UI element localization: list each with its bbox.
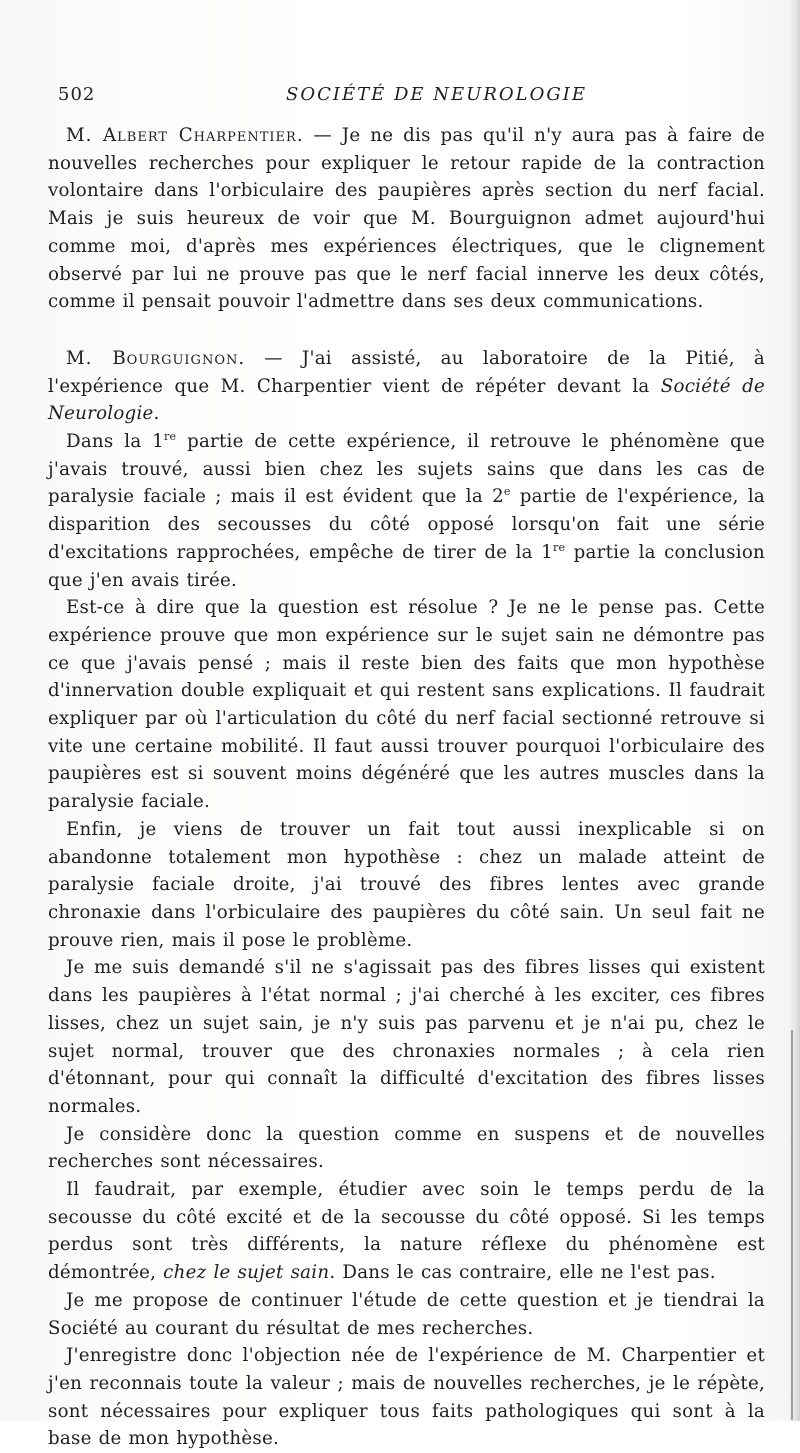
- page-edge-line: [791, 1030, 793, 1420]
- paragraph-continuer: Je me propose de continuer l'étude de cette question et je tiendrai la Société au courant du résultat de mes recherches.: [48, 1289, 765, 1339]
- paragraph-fibres-lisses: Je me suis demandé s'il ne s'agissait pas des fibres lisses qui existent dans les paupières à l'état normal ; j'ai cherché à les exciter, ces fibres lisses, chez un sujet sain, je n'y suis pas parvenu et je n'ai pu, chez le sujet normal, trouver que des chronaxies normales ; à cela rien d'étonnant, pour qui connaît la difficulté d'excitation des fibres lisses normales.: [48, 957, 765, 1117]
- paragraph-bourguignon: [48, 345, 765, 428]
- italic-text: Société de Neurologie: [48, 375, 765, 425]
- paragraph-text: . Dans le cas contraire, elle ne l'est pas.: [329, 1262, 716, 1284]
- paragraph-enfin: Enfin, je viens de trouver un fait tout aussi inexplicable si on abandonne totalement mon hypothèse : chez un malade atteint de paralysie faciale droite, j'ai trouvé des fibres lentes avec grande chronaxie dans l'orbiculaire des paupières du côté sain. Un seul fait ne prouve rien, mais il pose le problème.: [48, 818, 765, 951]
- page-header: [58, 84, 758, 110]
- paragraph-text: partie de cette expérience, il retrouve le phénomène que j'avais trouvé, aussi bien chez les sujets sains que dans les cas de paralysie faciale ; mais il est évident que la 2: [48, 431, 765, 508]
- paragraph-text: partie la conclusion que j'en avais tirée.: [48, 541, 765, 591]
- page-edge-shadow: [788, 0, 800, 1421]
- italic-text: chez le sujet sain: [163, 1262, 330, 1284]
- speaker-name: M. Bourguignon.: [66, 347, 246, 369]
- paragraph-text: Dans la 1: [66, 431, 165, 453]
- ordinal-superscript: re: [164, 429, 177, 443]
- paragraph-text: partie de l'expérience, la disparition des secousses du côté opposé lorsqu'on fait une série d'excitations rapprochées, empêche de tirer de la 1: [48, 486, 765, 563]
- paragraph-text: — J'ai assisté, au laboratoire de la Pitié, à l'expérience que M. Charpentier vient de répéter devant la: [48, 347, 765, 397]
- speaker-name: M. Albert Charpentier.: [66, 125, 304, 146]
- paragraph-text: Il faudrait, par exemple, étudier avec soin le temps perdu de la secousse du côté excité et de la secousse du côté opposé. Si les temps perdus sont très différents, la nature réflexe du phénomène est démontrée,: [48, 1179, 765, 1284]
- paragraph-experience-parts: [48, 428, 765, 594]
- body-text: [48, 122, 765, 1453]
- paragraph-objection: J'enregistre donc l'objection née de l'expérience de M. Charpentier et j'en reconnais toute la valeur ; mais de nouvelles recherches, je le répète, sont nécessaires pour expliquer tous faits pathologiques qui sont à la base de mon hypothèse.: [48, 1345, 765, 1450]
- ordinal-superscript: e: [503, 485, 511, 499]
- paragraph-charpentier: [48, 122, 765, 316]
- paragraph-text: .: [153, 403, 160, 425]
- paragraph-temps-perdu: [48, 1176, 765, 1287]
- page-number: 502: [58, 84, 96, 105]
- paragraph-text: — Je ne dis pas qu'il n'y aura pas à faire de nouvelles recherches pour expliquer le retour rapide de la contraction volontaire dans l'orbiculaire des paupières après section du nerf facial. Mais je suis heureux de voir que M. Bourguignon admet aujourd'hui comme moi, d'après mes expériences électriques, que le clignement observé par lui ne prouve pas que le nerf facial innerve les deux côtés, comme il pensait pouvoir l'admettre dans ses deux communications.: [48, 125, 765, 313]
- paragraph-en-suspens: Je considère donc la question comme en suspens et de nouvelles recherches sont nécessaires.: [48, 1123, 765, 1173]
- running-title: SOCIÉTÉ DE NEUROLOGIE: [286, 84, 587, 105]
- paragraph-question-resolue: Est-ce à dire que la question est résolue ? Je ne le pense pas. Cette expérience prouve que mon expérience sur le sujet sain ne démontre pas ce que j'avais pensé ; mais il reste bien des faits que mon hypothèse d'innervation double expliquait et qui restent sans explications. Il faudrait expliquer par où l'articulation du côté du nerf facial sectionné retrouve si vite une certaine mobilité. Il faut aussi trouver pourquoi l'orbiculaire des paupières est si souvent moins dégénéré que les autres muscles dans la paralysie faciale.: [48, 597, 765, 813]
- ordinal-superscript: re: [552, 540, 566, 554]
